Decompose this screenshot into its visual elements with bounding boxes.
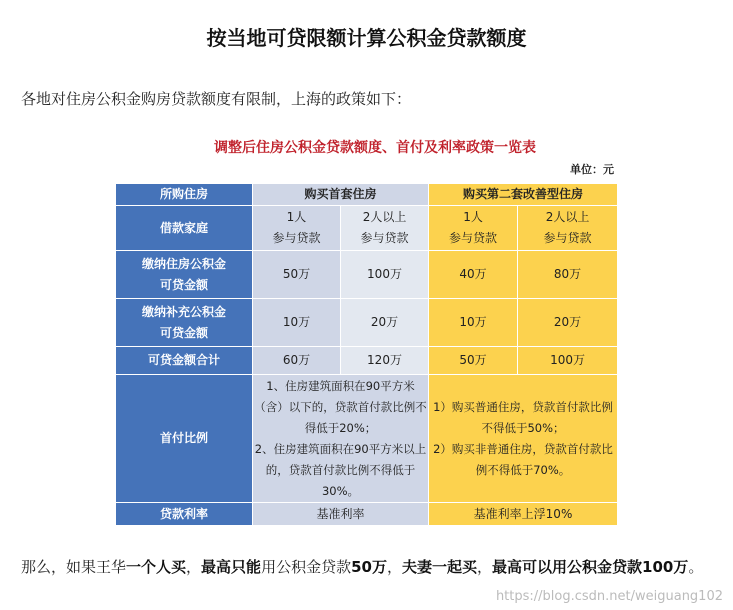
- borrower-cell: 1人 参与贷款: [429, 206, 518, 251]
- intro-text: 各地对住房公积金购房贷款额度有限制，上海的政策如下：: [21, 90, 412, 108]
- borrower-cell: 1人 参与贷款: [253, 206, 341, 251]
- borrower-cell: 2人以上 参与贷款: [518, 206, 618, 251]
- borrower-label: 借款家庭: [116, 206, 253, 251]
- header-row-label: 所购住房: [116, 184, 253, 206]
- policy-table: [115, 183, 618, 526]
- down-payment-label: 首付比例: [116, 375, 253, 503]
- rate-second: 基准利率上浮10%: [429, 503, 618, 526]
- header-second-home: 购买第二套改善型住房: [429, 184, 618, 206]
- rate-label: 贷款利率: [116, 503, 253, 526]
- table-cell: 100万: [518, 347, 618, 375]
- borrower-cell: 2人以上 参与贷款: [341, 206, 429, 251]
- table-cell: 60万: [253, 347, 341, 375]
- conclusion-text: 那么，如果王华一个人买，最高只能用公积金贷款50万，夫妻一起买，最高可以用公积金贷款100万。: [21, 558, 704, 576]
- table-cell: 10万: [429, 299, 518, 347]
- total-label: 可贷金额合计: [116, 347, 253, 375]
- table-title: 调整后住房公积金贷款额度、首付及利率政策一览表: [214, 140, 536, 156]
- table-cell: 40万: [429, 251, 518, 299]
- down-payment-first: 1、住房建筑面积在90平方米（含）以下的，贷款首付款比例不得低于20%； 2、住房建筑面积在90平方米以上的，贷款首付款比例不得低于30%。: [253, 375, 429, 503]
- table-cell: 120万: [341, 347, 429, 375]
- table-cell: 80万: [518, 251, 618, 299]
- housing-fund-label: 缴纳住房公积金 可贷金额: [116, 251, 253, 299]
- table-cell: 20万: [341, 299, 429, 347]
- header-first-home: 购买首套住房: [253, 184, 429, 206]
- table-cell: 20万: [518, 299, 618, 347]
- table-cell: 50万: [253, 251, 341, 299]
- table-cell: 10万: [253, 299, 341, 347]
- rate-first: 基准利率: [253, 503, 429, 526]
- table-cell: 100万: [341, 251, 429, 299]
- table-unit: 单位：元: [570, 163, 614, 176]
- table-cell: 50万: [429, 347, 518, 375]
- watermark: https://blog.csdn.net/weiguang102: [495, 589, 723, 604]
- supplementary-fund-label: 缴纳补充公积金 可贷金额: [116, 299, 253, 347]
- page-title: 按当地可贷限额计算公积金贷款额度: [206, 26, 527, 50]
- down-payment-second: 1）购买普通住房，贷款首付款比例不得低于50%； 2）购买非普通住房，贷款首付款比例不得低于70%。: [429, 375, 618, 503]
